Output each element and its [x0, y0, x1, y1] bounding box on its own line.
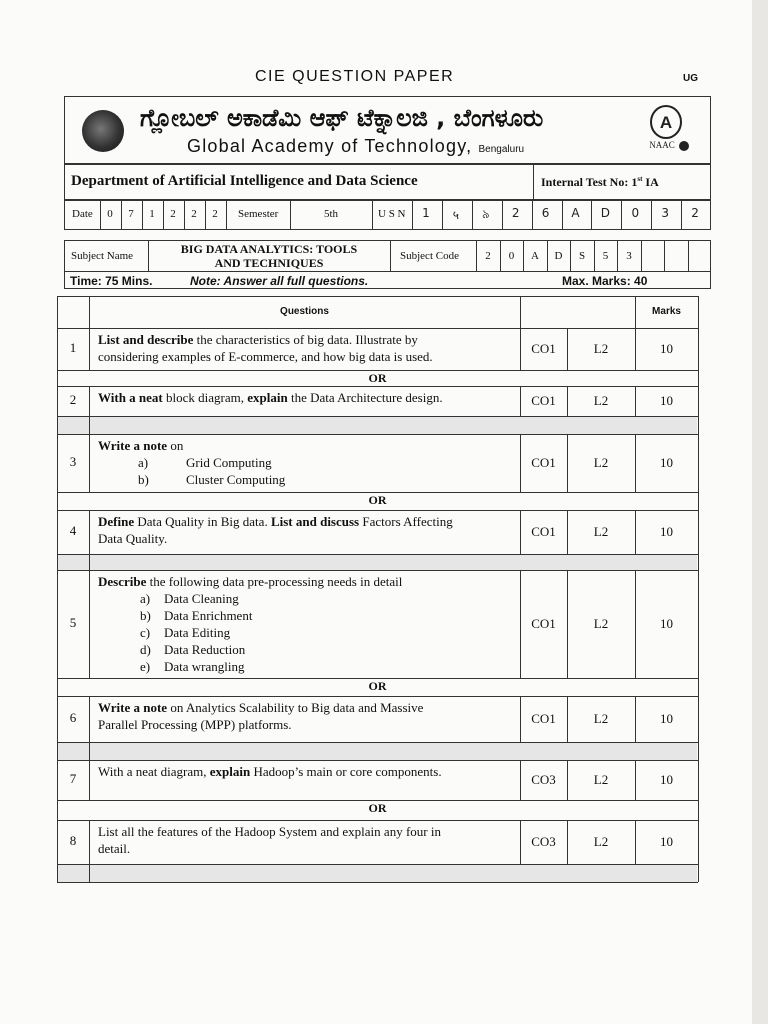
co-level-header — [520, 299, 647, 312]
question-number: 4 — [69, 523, 77, 538]
question-keyword: Describe — [98, 574, 147, 589]
question-fragment: the Data Architecture design. — [287, 390, 443, 405]
table-column-rule — [520, 386, 521, 416]
question-fragment: detail. — [98, 841, 131, 856]
question-text — [98, 763, 515, 780]
sub-item-text: Data Cleaning — [164, 591, 239, 606]
question-text — [98, 389, 515, 406]
cell-divider — [442, 200, 443, 230]
question-text — [98, 823, 515, 857]
college-logo-icon — [82, 110, 124, 152]
question-fragment: Parallel Processing (MPP) platforms. — [98, 717, 292, 732]
table-column-rule — [89, 742, 90, 760]
question-marks: 10 — [660, 455, 673, 470]
table-rule — [57, 386, 698, 387]
cognitive-level: L2 — [593, 834, 609, 849]
max-marks: Max. Marks: 40 — [562, 274, 648, 288]
question-fragment: Hadoop’s main or core components. — [250, 764, 442, 779]
table-column-rule — [567, 328, 568, 370]
paper-title: CIE QUESTION PAPER — [255, 68, 455, 85]
question-marks: 10 — [660, 772, 673, 787]
date-digit: 0 — [107, 208, 113, 220]
question-fragment: Data Quality. — [98, 531, 168, 546]
naac-label: NAAC — [649, 140, 675, 150]
or-separator: OR — [368, 493, 387, 507]
cognitive-level: L2 — [593, 341, 609, 356]
usn-char: ५ — [452, 208, 460, 222]
or-separator: OR — [368, 371, 387, 385]
questions-header: Questions — [280, 306, 329, 317]
question-number: 5 — [69, 615, 77, 630]
question-keyword: List and discuss — [270, 514, 360, 529]
table-column-rule — [635, 510, 636, 554]
course-outcome: CO3 — [531, 772, 556, 787]
question-line — [98, 348, 515, 365]
table-column-rule — [567, 820, 568, 864]
question-sub-item — [98, 624, 515, 641]
cell-divider — [570, 240, 571, 272]
subject-code-char: 0 — [508, 250, 515, 262]
sub-item-marker: b) — [140, 608, 151, 623]
date-digit: 2 — [212, 208, 218, 220]
cell-divider — [621, 200, 622, 230]
table-column-rule — [635, 696, 636, 742]
question-sub-item — [98, 590, 515, 607]
table-column-rule — [635, 760, 636, 800]
table-column-rule — [89, 296, 90, 328]
question-marks: 10 — [660, 341, 673, 356]
sub-item-text: Data Editing — [164, 625, 231, 640]
question-line — [98, 823, 515, 840]
internal-test-no: Internal Test No: 1st IA — [541, 175, 659, 189]
question-sub-item — [98, 471, 515, 488]
or-separator: OR — [368, 801, 387, 815]
table-column-rule — [520, 296, 521, 328]
question-sub-item — [98, 658, 515, 675]
question-marks: 10 — [660, 711, 673, 726]
question-number: 2 — [69, 392, 77, 407]
course-outcome: CO1 — [531, 393, 556, 408]
table-column-rule — [89, 696, 90, 742]
blank-shaded-row — [58, 865, 697, 882]
cell-divider — [681, 200, 682, 230]
course-outcome: CO1 — [531, 455, 556, 470]
sub-item-marker: d) — [140, 642, 151, 657]
cell-divider — [502, 200, 503, 230]
table-column-rule — [520, 820, 521, 864]
cognitive-level: L2 — [593, 455, 609, 470]
sub-item-text: Data wrangling — [164, 659, 245, 674]
table-column-rule — [520, 510, 521, 554]
cell-divider — [664, 240, 665, 272]
date-digit: 2 — [170, 208, 176, 220]
table-column-rule — [520, 570, 521, 678]
question-fragment: the following data pre-processing needs in detail — [146, 574, 403, 589]
subject-name-label: Subject Name — [71, 250, 134, 262]
date-label: Date — [72, 208, 93, 220]
table-rule — [57, 510, 698, 511]
question-number: 3 — [69, 454, 77, 469]
subject-name-value: BIG DATA ANALYTICS: TOOLS AND TECHNIQUES — [180, 242, 358, 270]
question-fragment: Factors Affecting — [359, 514, 453, 529]
cognitive-level: L2 — [593, 524, 609, 539]
question-fragment: on — [167, 438, 184, 453]
table-column-rule — [635, 570, 636, 678]
table-top-rule — [57, 296, 698, 297]
question-line — [98, 530, 515, 547]
question-text — [98, 331, 515, 365]
department-name: Department of Artificial Intelligence and Data Science — [71, 173, 418, 189]
usn-char: ৯ — [481, 207, 490, 221]
table-column-rule — [57, 296, 58, 882]
table-column-rule — [520, 760, 521, 800]
question-fragment: Data Quality in Big data. — [134, 514, 271, 529]
course-outcome: CO1 — [531, 711, 556, 726]
table-column-rule — [89, 386, 90, 416]
blank-shaded-row — [58, 555, 697, 570]
cognitive-level: L2 — [593, 772, 609, 787]
question-keyword: Write a note — [98, 700, 168, 715]
exam-instructions: Note: Answer all full questions. — [190, 274, 369, 288]
table-column-rule — [520, 328, 521, 370]
table-rule — [57, 328, 698, 329]
subject-code-char: 5 — [602, 250, 609, 262]
or-separator: OR — [368, 679, 387, 693]
date-digit: 2 — [191, 208, 197, 220]
subject-code-label: Subject Code — [400, 250, 459, 262]
table-rule — [57, 434, 698, 435]
sub-item-marker: a) — [138, 455, 149, 470]
question-keyword: explain — [209, 764, 251, 779]
table-column-rule — [635, 820, 636, 864]
table-column-rule — [520, 696, 521, 742]
question-line — [98, 573, 515, 590]
cell-divider — [523, 240, 524, 272]
cell-divider — [547, 240, 548, 272]
question-marks: 10 — [660, 524, 673, 539]
table-column-rule — [635, 386, 636, 416]
table-rule — [57, 760, 698, 761]
cell-divider — [532, 200, 533, 230]
question-number: 1 — [69, 340, 77, 355]
question-text — [98, 699, 515, 733]
cell-divider — [142, 200, 143, 230]
question-line — [98, 437, 515, 454]
question-sub-item — [98, 607, 515, 624]
question-text — [98, 437, 515, 488]
question-text — [98, 573, 515, 675]
table-column-rule — [89, 510, 90, 554]
cognitive-level: L2 — [593, 616, 609, 631]
table-column-rule — [89, 570, 90, 678]
cell-divider — [121, 200, 122, 230]
question-line — [98, 699, 515, 716]
course-outcome: CO1 — [531, 524, 556, 539]
cell-divider — [500, 240, 501, 272]
cognitive-level: L2 — [593, 711, 609, 726]
subject-code-char: 2 — [485, 250, 491, 262]
question-keyword: explain — [247, 390, 288, 405]
cell-divider — [594, 240, 595, 272]
sub-item-text: Data Enrichment — [164, 608, 253, 623]
paper-edge — [752, 0, 768, 1024]
institute-name-kannada: ಗ್ಲೋಬಲ್ ಅಕಾಡೆಮಿ ಆಫ್ ಟೆಕ್ನಾಲಜಿ , ಬೆಂಗಳೂರು — [140, 104, 544, 132]
table-column-rule — [698, 296, 699, 882]
question-sub-item — [98, 641, 515, 658]
naac-logo-icon — [644, 104, 690, 154]
table-column-rule — [567, 386, 568, 416]
table-column-rule — [567, 696, 568, 742]
question-fragment: List all the features of the Hadoop System and explain any four in — [98, 824, 441, 839]
cell-divider — [617, 240, 618, 272]
usn-char: A — [571, 206, 580, 220]
table-rule — [57, 570, 698, 571]
date-digit: 1 — [149, 208, 155, 220]
table-column-rule — [567, 570, 568, 678]
table-rule — [57, 820, 698, 821]
table-rule — [57, 696, 698, 697]
cell-divider — [562, 200, 563, 230]
blank-shaded-row — [58, 417, 697, 434]
question-marks: 10 — [660, 616, 673, 631]
cell-divider — [651, 200, 652, 230]
sub-item-marker: c) — [140, 625, 151, 640]
question-number: 8 — [69, 833, 77, 848]
question-number: 7 — [69, 771, 77, 786]
course-outcome: CO3 — [531, 834, 556, 849]
usn-char: D — [600, 206, 611, 220]
question-line — [98, 513, 515, 530]
table-column-rule — [635, 328, 636, 370]
blank-shaded-row — [58, 743, 697, 760]
question-line — [98, 331, 515, 348]
sub-item-marker: b) — [138, 472, 149, 487]
cognitive-level: L2 — [593, 393, 609, 408]
semester-label: Semester — [238, 208, 279, 220]
institute-city: Bengaluru — [478, 144, 525, 155]
cell-divider — [641, 240, 642, 272]
question-text — [98, 513, 515, 547]
table-column-rule — [89, 760, 90, 800]
sub-item-marker: e) — [140, 659, 151, 674]
question-keyword: Define — [98, 514, 135, 529]
question-fragment: With a neat diagram, — [98, 764, 210, 779]
exam-duration: Time: 75 Mins. — [70, 274, 153, 288]
usn-char: 2 — [691, 206, 699, 220]
question-fragment: block diagram, — [162, 390, 248, 405]
question-line — [98, 389, 515, 406]
course-outcome: CO1 — [531, 341, 556, 356]
table-column-rule — [567, 760, 568, 800]
cell-divider — [163, 200, 164, 230]
question-fragment: on Analytics Scalability to Big data and Massive — [167, 700, 424, 715]
institute-name-english: Global Academy of Technology, Bengaluru — [187, 136, 525, 156]
table-column-rule — [89, 864, 90, 882]
table-column-rule — [89, 820, 90, 864]
question-sub-item — [98, 454, 515, 471]
table-column-rule — [89, 434, 90, 492]
question-keyword: Write a note — [98, 438, 168, 453]
question-marks: 10 — [660, 393, 673, 408]
course-outcome: CO1 — [531, 616, 556, 631]
subject-code-char: D — [554, 250, 563, 262]
cell-divider — [472, 200, 473, 230]
question-line — [98, 763, 515, 780]
usn-char: 6 — [541, 206, 550, 220]
table-rule — [57, 882, 698, 883]
level-tag: UG — [683, 73, 698, 84]
question-line — [98, 840, 515, 857]
question-fragment: considering examples of E-commerce, and how big data is used. — [98, 349, 433, 364]
table-column-rule — [89, 416, 90, 434]
table-column-rule — [567, 510, 568, 554]
subject-code-char: 3 — [626, 250, 632, 262]
naac-grade: A — [659, 113, 673, 132]
question-keyword: With a neat — [98, 390, 163, 405]
table-column-rule — [635, 434, 636, 492]
question-marks: 10 — [660, 834, 673, 849]
qno-header — [57, 300, 89, 312]
usn-char: 1 — [422, 206, 430, 220]
sub-item-marker: a) — [140, 591, 151, 606]
question-keyword: List and describe — [98, 332, 194, 347]
marks-header: Marks — [652, 306, 681, 317]
table-column-rule — [567, 434, 568, 492]
question-line — [98, 716, 515, 733]
usn-char: 3 — [661, 206, 669, 220]
usn-char: 0 — [631, 206, 640, 220]
usn-label: U S N — [378, 208, 406, 220]
date-digit: 7 — [128, 208, 134, 220]
cell-divider — [184, 200, 185, 230]
cell-divider — [591, 200, 592, 230]
sub-item-text: Data Reduction — [164, 642, 246, 657]
question-number: 6 — [69, 710, 77, 725]
table-column-rule — [635, 296, 636, 328]
cell-divider — [205, 200, 206, 230]
table-column-rule — [89, 554, 90, 570]
subject-code-char: S — [578, 250, 586, 262]
sub-item-text: Grid Computing — [186, 455, 272, 470]
sub-item-text: Cluster Computing — [186, 472, 286, 487]
subject-code-char: A — [531, 250, 539, 262]
table-column-rule — [89, 328, 90, 370]
table-column-rule — [520, 434, 521, 492]
semester-value: 5th — [324, 208, 339, 220]
question-fragment: the characteristics of big data. Illustrate by — [193, 332, 418, 347]
usn-char: 2 — [511, 206, 520, 220]
cell-divider — [688, 240, 689, 272]
